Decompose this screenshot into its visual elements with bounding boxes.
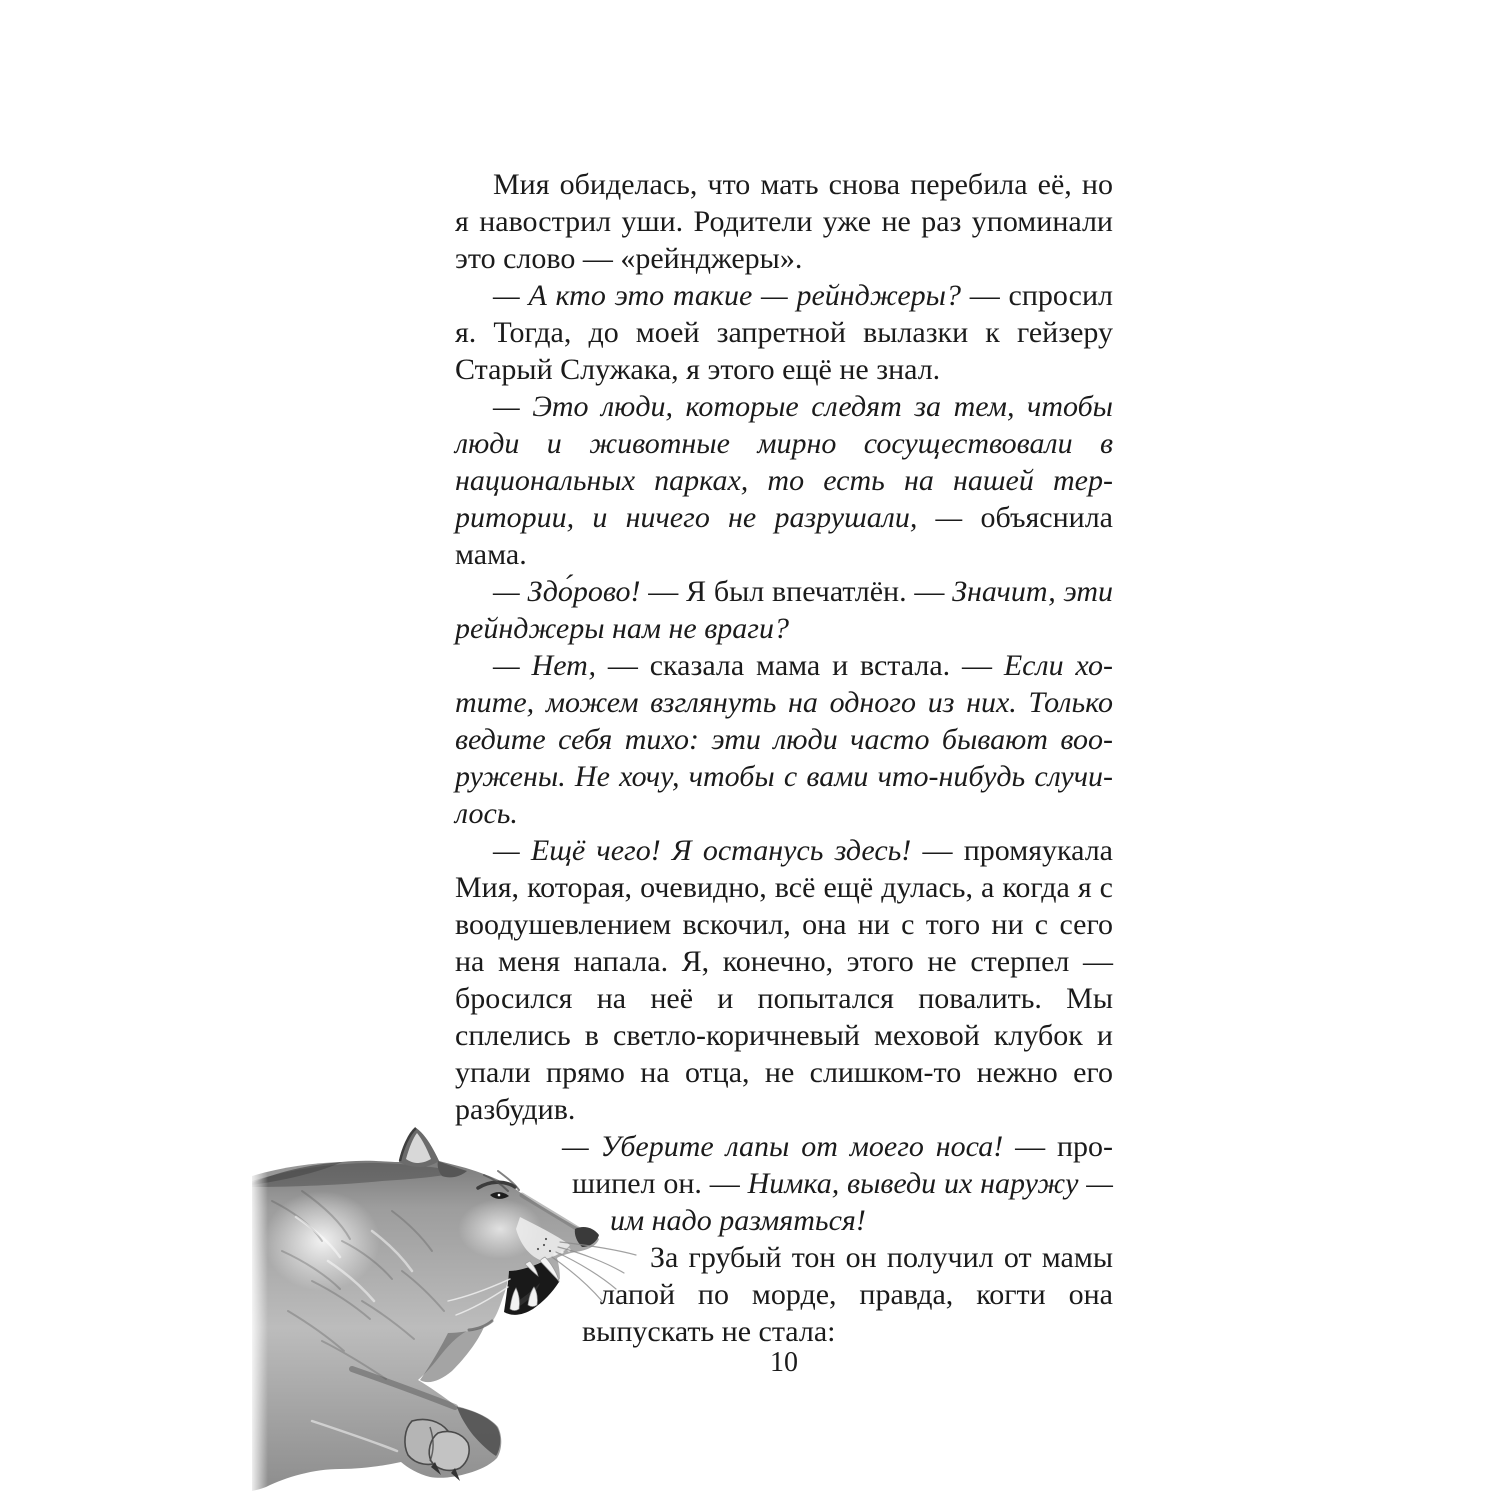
paragraph-7 (455, 1128, 1113, 1239)
text-run: Если хотите, можем взглянуть на одного из них. Только ведите себя тихо: эти люди часто бывают вооружены. Не хочу, чтобы с вами что-нибудь случилось. (455, 649, 1114, 830)
text-run: — Я был впечатлён. — (640, 575, 953, 608)
text-run: За грубый тон он получил от мамы лапой по морде, правда, когти она выпускать не стала: (582, 1241, 1113, 1348)
text-run: — Нет, (493, 649, 597, 682)
text-run: — промяукала Мия, которая, очевидно, всё ещё дулась, а когда я с воодушевлением вскочил, она ни с того ни с сего на меня напала. Я, конечно, этого не стерпел — бросился на неё и попытался повалить. Мы сплелись в светло-коричневый меховой клубок и упали прямо на отца, не слишком-то нежно его разбудив. (455, 834, 1113, 1126)
text-column (455, 166, 1113, 1498)
text-run: Мия обиделась, что мать снова перебила её, но я навострил уши. Родители уже не раз упоминали это слово — «рейнджеры». (455, 168, 1113, 275)
paragraph-3 (455, 388, 1113, 573)
wrap-section (455, 1128, 1113, 1350)
paragraph-4 (455, 573, 1113, 647)
text-run: — Здо́рово! (493, 575, 641, 608)
page-number: 10 (770, 1347, 798, 1378)
text-run: — Ещё чего! Я останусь здесь! (493, 834, 912, 867)
text-run: — А кто это такие — рейнджеры? (493, 279, 961, 312)
text-run: — сказала мама и встала. — (596, 649, 1004, 682)
text-run: — Уберите лапы от моего носа! (562, 1130, 1004, 1163)
text-run: — Это люди, которые следят за тем, чтобы люди и животные мирно сосуществовали в национальных парках, то есть на нашей территории, и ничего не разрушали, — (455, 390, 1113, 534)
paragraph-8 (455, 1239, 1113, 1350)
text-run: объяснила мама. (455, 501, 1113, 571)
paragraph-1 (455, 166, 1113, 277)
text-run: Значит, эти рейнджеры нам не враги? (455, 575, 1114, 645)
text-run: — спросил я. Тогда, до моей запретной вылазки к гейзеру Старый Служака, я этого ещё не знал. (455, 279, 1113, 386)
text-run: — прошипел он. — (572, 1130, 1113, 1200)
paragraph-2 (455, 277, 1113, 388)
text-run: Нимка, выведи их наружу — им надо размяться! (610, 1167, 1113, 1237)
paragraph-5 (455, 647, 1113, 832)
cougar-left-fade (252, 1121, 268, 1496)
paragraph-6 (455, 832, 1113, 1128)
